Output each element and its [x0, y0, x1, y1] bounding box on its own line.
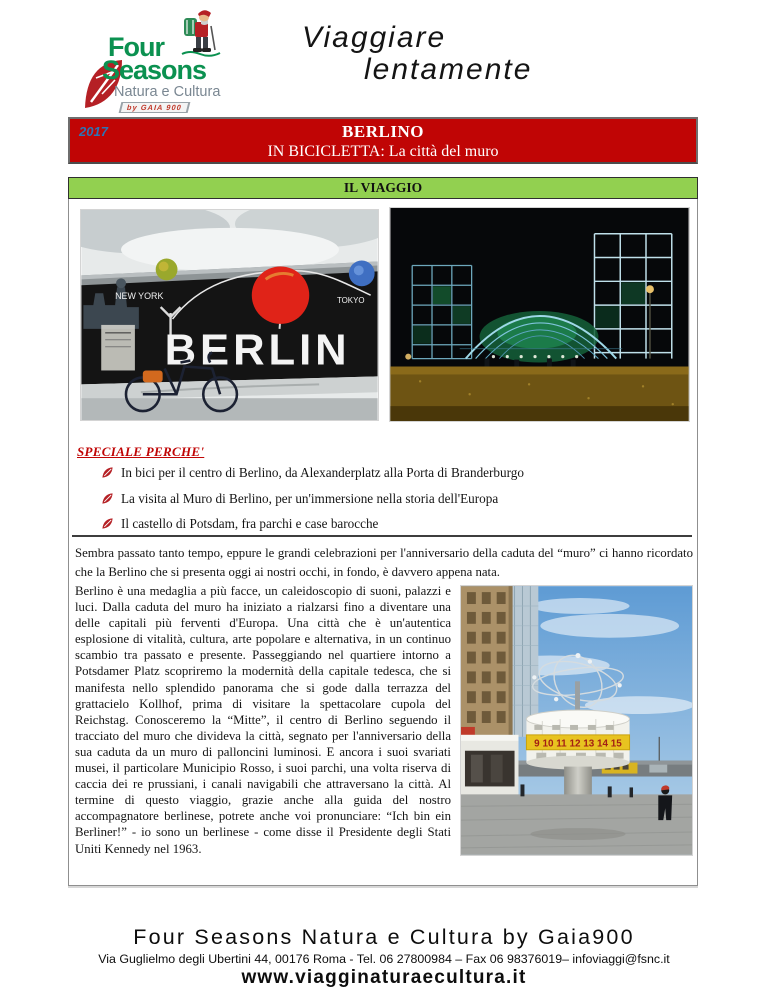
mural-right-label: TOKYO — [336, 296, 365, 306]
leaf-bullet-icon — [101, 492, 114, 505]
station-night-photo — [389, 207, 690, 422]
berlin-wall-photo — [80, 209, 379, 421]
speciale-perche-heading: SPECIALE PERCHE' — [77, 444, 205, 459]
highlight-text: Il castello di Potsdam, fra parchi e case barocche — [121, 516, 379, 531]
intro-paragraph: Sembra passato tanto tempo, eppure le grandi celebrazioni per l'anniversario della caduta del “muro” ci hanno ricordato che la Berlino che si presenta oggi ai nostri occhi, in fondo, è davvero appena nata. — [75, 546, 693, 579]
world-clock-photo — [460, 585, 693, 856]
clock-numbers: 9 10 11 12 13 14 15 — [534, 738, 622, 750]
footer-address: Via Guglielmo degli Ubertini 44, 00176 Roma - Tel. 06 27800984 – Fax 06 98376019– infoviaggi@fsnc.it — [98, 952, 670, 966]
trip-title-banner — [68, 117, 698, 164]
logo-wordmark: Four Seasons — [102, 32, 207, 85]
mural-word: BERLIN — [164, 326, 351, 375]
slogan-viaggiare-lentamente: Viaggiare lentamente — [302, 21, 533, 86]
trip-title: BERLINO — [342, 122, 424, 141]
highlight-text: La visita al Muro di Berlino, per un'immersione nella storia dell'Europa — [121, 490, 499, 506]
leaf-bullet-icon — [101, 517, 114, 530]
footer-website-link[interactable]: www.viagginaturaecultura.it — [241, 967, 527, 988]
footer-company-name: Four Seasons Natura e Cultura by Gaia900 — [133, 925, 635, 949]
footer — [0, 925, 768, 989]
year-label: 2017 — [79, 124, 108, 139]
main-paragraph: Berlino è una medaglia a più facce, un caleidoscopio di suoni, palazzi e luci. Dalla caduta del muro ha iniziato a rialzarsi fino a diventare una delle capitali più ferventi d'Europa. Una città che è un'autentica esplosione di vitalità, cultura, arte popolare e alternativa, in un continuo scambio tra passato e presente. Passeggiando nel quartiere intorno a Potsdamer Platz scopriremo la modernità della capitale tedesca, che si manifesta nello splendido panorama che si gode dalla terrazza del grattacielo Kollhof, prima di visitare la spettacolare cupola del Reichstag. Conosceremo la “Mitte”, il centro di Berlino seguendo il tracciato del muro che divideva la città, segnato per l'anniversario della sua caduta da un muro di palloncini luminosi. E ancora i suoi svariati musei, il particolare Municipio Rosso, i suoi parchi, una volta riserva di caccia dei re prussiani, i canali navigabili che attraversano la città. Al termine di questo viaggio, grazie anche alla guida del nostro accompagnatore berlinese, potrete anche voi pronunciare: “Ich bin ein Berliner!” - io sono un berlinese - come disse il Presidente degli Stati Uniti Kennedy nel 1963. — [75, 584, 451, 856]
logo-gaia-badge: by GAIA 900 — [119, 102, 191, 113]
trip-content-box — [68, 199, 698, 886]
highlight-item — [101, 516, 524, 532]
description-block — [75, 583, 693, 860]
highlight-text: In bici per il centro di Berlino, da Alexanderplatz alla Porta di Branderburgo — [121, 465, 524, 480]
trip-subtitle: IN BICICLETTA: La città del muro — [267, 143, 499, 160]
section-header-il-viaggio: IL VIAGGIO — [68, 177, 698, 199]
four-seasons-logo — [86, 12, 226, 114]
highlight-item — [101, 465, 524, 481]
divider-line — [72, 535, 692, 537]
highlights-list — [101, 465, 524, 542]
leaf-bullet-icon — [101, 466, 114, 479]
highlight-item — [101, 491, 524, 507]
mural-left-label: NEW YORK — [115, 291, 164, 302]
logo-subtitle: Natura e Cultura — [114, 84, 221, 100]
